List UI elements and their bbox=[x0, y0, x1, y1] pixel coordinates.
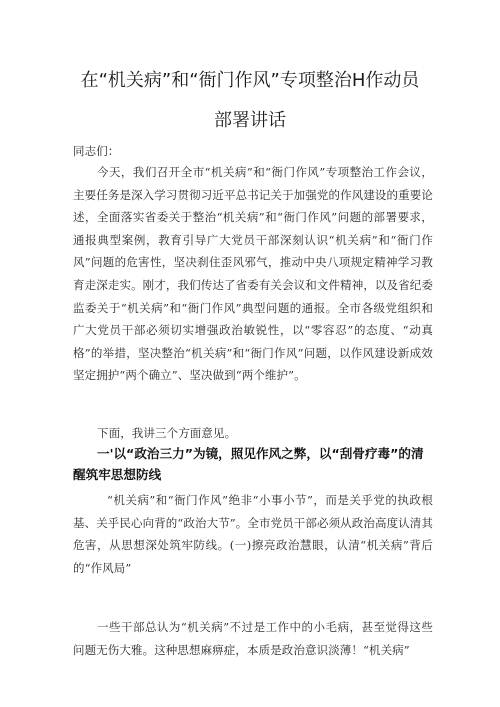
section-heading-1: 一'以“政治三力”为镜，照见作风之弊，以“刮骨疗毒”的清醒筑牢思想防线 bbox=[73, 446, 424, 482]
salutation: 同志们： bbox=[73, 144, 120, 158]
paragraph-opening: 今天，我们召开全市“机关病”和“衙门作风”专项整治工作会议，主要任务是深入学习贯彻习近平总书记关于加强党的作风建设的重要论述，全面落实省委关于整治“机关病”和“衙门作风”问题的部署要求，通报典型案例，教育引导广大党员干部深刻认识“机关病”和“衙门作风”问题的危害性，坚决刹住歪风邪气，推动中央八项规定精神学习教育走深走实。刚才，我们传达了省委有关会议和文件精神，以及省纪委监委关于“机关病”和“衙门作风”典型问题的通报。全市各级党组织和广大党员干部必须切实增强政治敏锐性，以“零容忍”的态度、“动真格”的举措，坚决整治“机关病”和“衙门作风”问题，以作风建设新成效坚定拥护“两个确立”、坚决做到“两个维护”。 bbox=[73, 165, 433, 383]
paragraph-section-1-intro: “机关病”和“衙门作风”绝非“小事小节”，而是关乎党的执政根基、关乎民心向背的“政治大节”。全市党员干部必须从政治高度认清其危害，从思想深处筑牢防线。(一)擦亮政治慧眼，认清“机关病”背后的“作风局” bbox=[73, 493, 433, 575]
document-title-line-2: 部署讲话 bbox=[214, 110, 286, 131]
paragraph-outline: 下面，我讲三个方面意见。 bbox=[97, 426, 237, 440]
document-title-line-1: 在“机关病”和“衙门作风”专项整治H作动员 bbox=[80, 70, 420, 91]
paragraph-section-1-body: 一些干部总认为“机关病”不过是工作中的小毛病，甚至觉得这些问题无伤大雅。这种思想麻痹症，本质是政治意识淡薄！“机关病” bbox=[73, 620, 433, 657]
